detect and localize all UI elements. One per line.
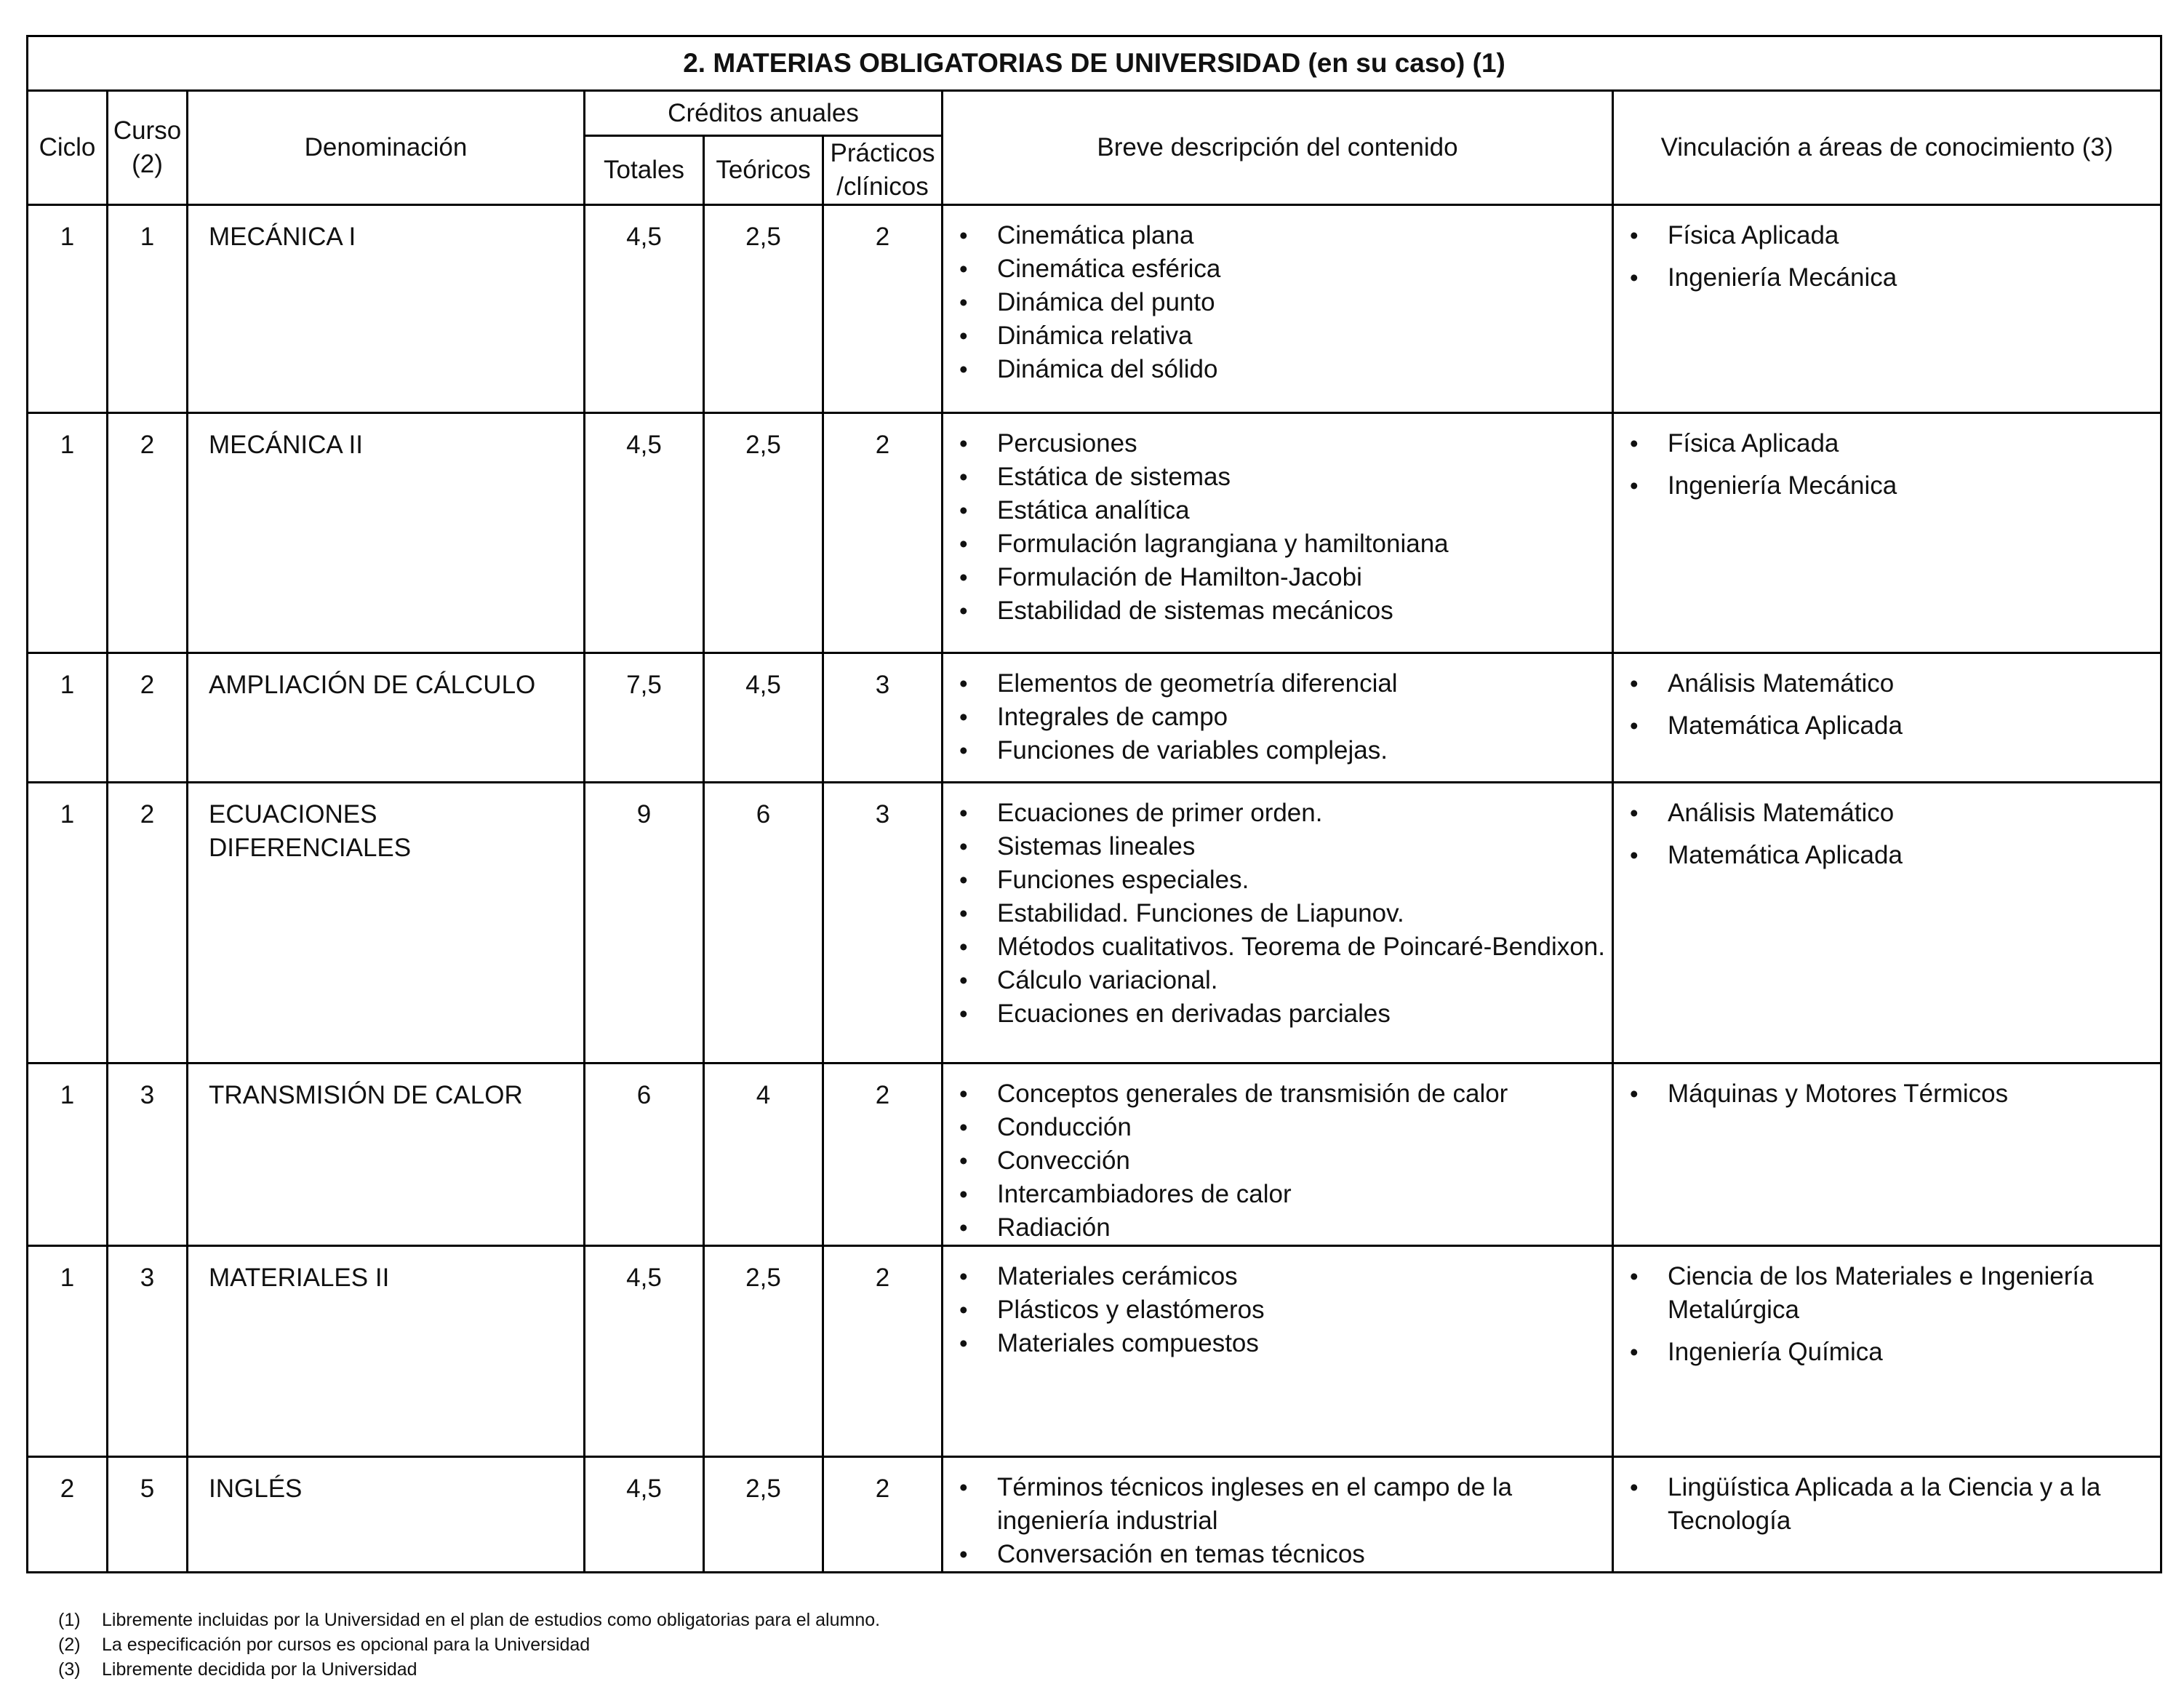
teoricos-cell: 2,5 bbox=[704, 205, 823, 413]
area-item: • Análisis Matemático bbox=[1620, 797, 2154, 830]
footnote-text: La especificación por cursos es opcional para la Universidad bbox=[102, 1635, 591, 1655]
table-row bbox=[28, 1246, 2161, 1457]
footnote-number: (1) bbox=[58, 1610, 81, 1630]
header-teoricos: Teóricos bbox=[704, 136, 823, 205]
areas-cell bbox=[1613, 205, 2161, 413]
curso-cell: 2 bbox=[108, 413, 188, 653]
descripcion-cell bbox=[943, 783, 1613, 1064]
curso-cell: 3 bbox=[108, 1246, 188, 1457]
description-item: • Estabilidad. Funciones de Liapunov. bbox=[949, 897, 1606, 930]
areas-cell bbox=[1613, 653, 2161, 783]
ciclo-cell: 1 bbox=[28, 413, 108, 653]
description-item: • Integrales de campo bbox=[949, 701, 1606, 734]
header-practicos-line2: /clínicos bbox=[836, 172, 929, 201]
ciclo-cell: 1 bbox=[28, 1064, 108, 1246]
table-row bbox=[28, 1457, 2161, 1573]
ciclo-cell: 1 bbox=[28, 205, 108, 413]
curso-cell: 3 bbox=[108, 1064, 188, 1246]
denominacion-cell: AMPLIACIÓN DE CÁLCULO bbox=[188, 653, 585, 783]
description-item: • Formulación lagrangiana y hamiltoniana bbox=[949, 527, 1606, 561]
description-item: • Percusiones bbox=[949, 427, 1606, 460]
ciclo-cell: 1 bbox=[28, 783, 108, 1064]
header-denominacion: Denominación bbox=[188, 91, 585, 205]
description-item: • Estática analítica bbox=[949, 494, 1606, 527]
descripcion-list bbox=[949, 1077, 1606, 1245]
ciclo-cell: 1 bbox=[28, 653, 108, 783]
descripcion-list bbox=[949, 1471, 1606, 1571]
description-item: • Funciones de variables complejas. bbox=[949, 734, 1606, 767]
descripcion-cell bbox=[943, 653, 1613, 783]
area-item: • Ingeniería Mecánica bbox=[1620, 469, 2154, 503]
area-item: • Ingeniería Química bbox=[1620, 1336, 2154, 1369]
area-item: • Ingeniería Mecánica bbox=[1620, 261, 2154, 295]
totales-cell: 7,5 bbox=[585, 653, 704, 783]
description-item: • Cinemática esférica bbox=[949, 252, 1606, 286]
descripcion-list bbox=[949, 1260, 1606, 1360]
denominacion-cell: ECUACIONES DIFERENCIALES bbox=[188, 783, 585, 1064]
descripcion-list bbox=[949, 667, 1606, 767]
areas-list bbox=[1620, 219, 2154, 295]
practicos-cell: 2 bbox=[823, 1246, 943, 1457]
footnote bbox=[58, 1608, 880, 1632]
totales-cell: 6 bbox=[585, 1064, 704, 1246]
descripcion-cell bbox=[943, 1246, 1613, 1457]
description-item: • Materiales cerámicos bbox=[949, 1260, 1606, 1293]
footnote bbox=[58, 1632, 880, 1657]
footnote-number: (3) bbox=[58, 1659, 81, 1680]
header-curso-label: Curso bbox=[113, 116, 182, 145]
totales-cell: 4,5 bbox=[585, 1246, 704, 1457]
description-item: • Dinámica relativa bbox=[949, 319, 1606, 353]
denominacion-cell: MATERIALES II bbox=[188, 1246, 585, 1457]
footnote-text: Libremente decidida por la Universidad bbox=[102, 1659, 417, 1680]
totales-cell: 4,5 bbox=[585, 1457, 704, 1573]
descripcion-cell bbox=[943, 205, 1613, 413]
descripcion-cell bbox=[943, 413, 1613, 653]
denominacion-cell: MECÁNICA I bbox=[188, 205, 585, 413]
denominacion-cell: MECÁNICA II bbox=[188, 413, 585, 653]
descripcion-cell bbox=[943, 1064, 1613, 1246]
areas-list bbox=[1620, 427, 2154, 503]
practicos-cell: 3 bbox=[823, 653, 943, 783]
practicos-cell: 3 bbox=[823, 783, 943, 1064]
footnote bbox=[58, 1657, 880, 1682]
table-row bbox=[28, 653, 2161, 783]
area-item: • Lingüística Aplicada a la Ciencia y a la Tecnología bbox=[1620, 1471, 2154, 1538]
table-title: 2. MATERIAS OBLIGATORIAS DE UNIVERSIDAD (en su caso) (1) bbox=[28, 36, 2161, 91]
denominacion-cell: TRANSMISIÓN DE CALOR bbox=[188, 1064, 585, 1246]
header-vinculacion: Vinculación a áreas de conocimiento (3) bbox=[1613, 91, 2161, 205]
totales-cell: 9 bbox=[585, 783, 704, 1064]
area-item: • Ciencia de los Materiales e Ingeniería Metalúrgica bbox=[1620, 1260, 2154, 1327]
practicos-cell: 2 bbox=[823, 205, 943, 413]
description-item: • Ecuaciones de primer orden. bbox=[949, 797, 1606, 830]
table-body bbox=[28, 205, 2161, 1573]
header-curso-note: (2) bbox=[132, 150, 163, 178]
description-item: • Ecuaciones en derivadas parciales bbox=[949, 997, 1606, 1031]
table-row bbox=[28, 413, 2161, 653]
curso-cell: 5 bbox=[108, 1457, 188, 1573]
descripcion-list bbox=[949, 427, 1606, 628]
subjects-table bbox=[26, 35, 2162, 1573]
description-item: • Cinemática plana bbox=[949, 219, 1606, 252]
description-item: • Cálculo variacional. bbox=[949, 964, 1606, 997]
footnote-text: Libremente incluidas por la Universidad en el plan de estudios como obligatorias para el alumno. bbox=[102, 1610, 881, 1630]
footnote-number: (2) bbox=[58, 1635, 81, 1655]
area-item: • Física Aplicada bbox=[1620, 427, 2154, 460]
curso-cell: 2 bbox=[108, 653, 188, 783]
description-item: • Plásticos y elastómeros bbox=[949, 1293, 1606, 1327]
descripcion-list bbox=[949, 797, 1606, 1031]
description-item: • Estabilidad de sistemas mecánicos bbox=[949, 594, 1606, 628]
area-item: • Matemática Aplicada bbox=[1620, 839, 2154, 872]
description-item: • Elementos de geometría diferencial bbox=[949, 667, 1606, 701]
description-item: • Conceptos generales de transmisión de calor bbox=[949, 1077, 1606, 1111]
ciclo-cell: 2 bbox=[28, 1457, 108, 1573]
totales-cell: 4,5 bbox=[585, 413, 704, 653]
header-creditos: Créditos anuales bbox=[585, 91, 943, 136]
totales-cell: 4,5 bbox=[585, 205, 704, 413]
area-item: • Física Aplicada bbox=[1620, 219, 2154, 252]
header-ciclo: Ciclo bbox=[28, 91, 108, 205]
description-item: • Radiación bbox=[949, 1211, 1606, 1245]
teoricos-cell: 4 bbox=[704, 1064, 823, 1246]
areas-cell bbox=[1613, 1246, 2161, 1457]
practicos-cell: 2 bbox=[823, 1064, 943, 1246]
teoricos-cell: 2,5 bbox=[704, 1457, 823, 1573]
area-item: • Análisis Matemático bbox=[1620, 667, 2154, 701]
area-item: • Matemática Aplicada bbox=[1620, 709, 2154, 743]
areas-list bbox=[1620, 1471, 2154, 1538]
practicos-cell: 2 bbox=[823, 1457, 943, 1573]
area-item: • Máquinas y Motores Térmicos bbox=[1620, 1077, 2154, 1111]
header-practicos bbox=[823, 136, 943, 205]
description-item: • Funciones especiales. bbox=[949, 863, 1606, 897]
denominacion-cell: INGLÉS bbox=[188, 1457, 585, 1573]
teoricos-cell: 6 bbox=[704, 783, 823, 1064]
areas-cell bbox=[1613, 783, 2161, 1064]
header-practicos-line1: Prácticos bbox=[830, 139, 935, 167]
header-totales: Totales bbox=[585, 136, 704, 205]
areas-cell bbox=[1613, 413, 2161, 653]
table-row bbox=[28, 1064, 2161, 1246]
description-item: • Estática de sistemas bbox=[949, 460, 1606, 494]
table-row bbox=[28, 783, 2161, 1064]
description-item: • Intercambiadores de calor bbox=[949, 1178, 1606, 1211]
teoricos-cell: 2,5 bbox=[704, 413, 823, 653]
areas-list bbox=[1620, 1077, 2154, 1111]
header-curso bbox=[108, 91, 188, 205]
practicos-cell: 2 bbox=[823, 413, 943, 653]
curso-cell: 2 bbox=[108, 783, 188, 1064]
descripcion-list bbox=[949, 219, 1606, 386]
description-item: • Conversación en temas técnicos bbox=[949, 1538, 1606, 1571]
areas-cell bbox=[1613, 1457, 2161, 1573]
description-item: • Métodos cualitativos. Teorema de Poincaré-Bendixon. bbox=[949, 930, 1606, 964]
description-item: • Sistemas lineales bbox=[949, 830, 1606, 863]
ciclo-cell: 1 bbox=[28, 1246, 108, 1457]
description-item: • Convección bbox=[949, 1144, 1606, 1178]
table-row bbox=[28, 205, 2161, 413]
header-descripcion: Breve descripción del contenido bbox=[943, 91, 1613, 205]
description-item: • Materiales compuestos bbox=[949, 1327, 1606, 1360]
areas-list bbox=[1620, 797, 2154, 872]
areas-cell bbox=[1613, 1064, 2161, 1246]
descripcion-cell bbox=[943, 1457, 1613, 1573]
description-item: • Términos técnicos ingleses en el campo de la ingeniería industrial bbox=[949, 1471, 1606, 1538]
description-item: • Dinámica del punto bbox=[949, 286, 1606, 319]
curso-cell: 1 bbox=[108, 205, 188, 413]
description-item: • Conducción bbox=[949, 1111, 1606, 1144]
areas-list bbox=[1620, 667, 2154, 743]
description-item: • Dinámica del sólido bbox=[949, 353, 1606, 386]
description-item: • Formulación de Hamilton-Jacobi bbox=[949, 561, 1606, 594]
footnotes bbox=[58, 1608, 880, 1682]
areas-list bbox=[1620, 1260, 2154, 1369]
teoricos-cell: 4,5 bbox=[704, 653, 823, 783]
teoricos-cell: 2,5 bbox=[704, 1246, 823, 1457]
